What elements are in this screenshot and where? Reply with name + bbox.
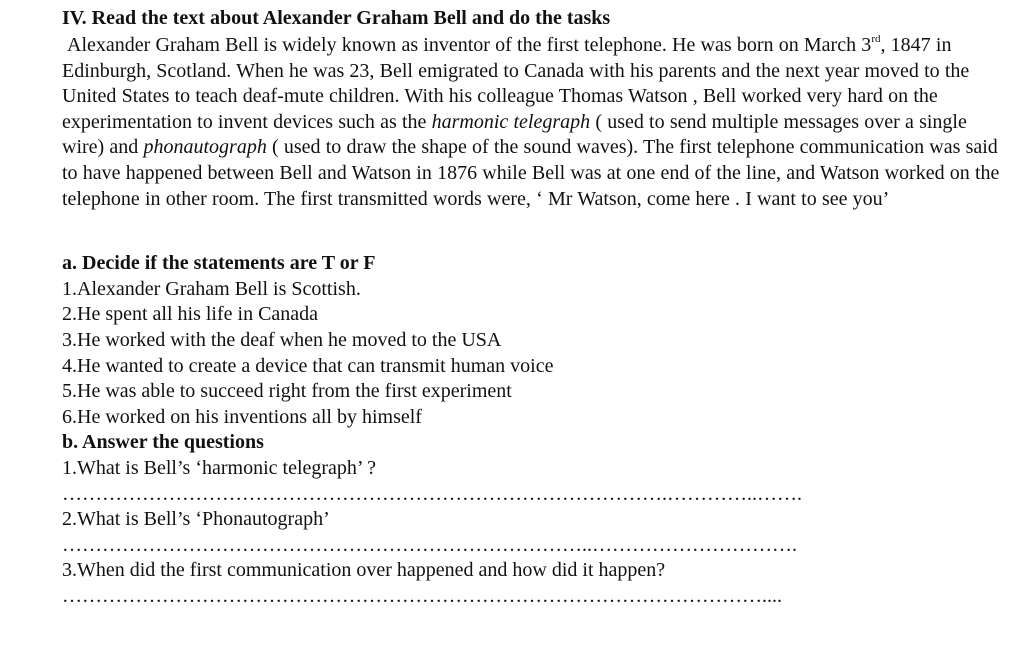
answer-line-1[interactable]: ……………………………………………………………………………….…………..……. [62,482,802,505]
questions-section [62,430,1012,609]
term-harmonic-telegraph: harmonic telegraph [431,110,591,133]
statement-1: 1.Alexander Graham Bell is Scottish. [62,277,361,300]
passage-text-4: ( used to draw the shape of the sound waves). The first telephone communication was said to have happened between Bell and Watson in 1876 while Bell was at one end of the line, and Watson worked on the telephone in other room. The first transmitted words were, ‘ Mr Watson, come here . I want to see you’ [62,136,1000,210]
question-3: 3.When did the first communication over happened and how did it happen? [62,559,666,582]
answer-line-3[interactable]: …………………………………………………………………………………………….... [62,584,782,607]
statement-2: 2.He spent all his life in Canada [62,303,319,326]
question-1: 1.What is Bell’s ‘harmonic telegraph’ ? [62,456,376,479]
statement-6: 6.He worked on his inventions all by himself [62,405,422,428]
passage-text-2: , 1847 in Edinburgh, Scotland. When he was 23, Bell emigrated to Canada with his parents and the next year moved to the United States to teach deaf-mute children. With his colleague Thomas Watson , Bell worked very hard on the experimentation to invent devices such as the [62,34,970,133]
passage-text-1: Alexander Graham Bell is widely known as inventor of the first telephone. He was born on March 3 [67,34,872,56]
statement-4: 4.He wanted to create a device that can transmit human voice [62,354,554,377]
reading-passage [62,33,1012,212]
worksheet [62,6,1012,609]
answer-line-2[interactable]: ……………………………………………………………………..…………………………. [62,533,797,556]
statement-5: 5.He was able to succeed right from the first experiment [62,380,512,403]
term-phonautograph: phonautograph [143,136,267,159]
passage-text-3: ( used to send multiple messages over a single wire) and [62,110,967,159]
question-2: 2.What is Bell’s ‘Phonautograph’ [62,508,330,531]
ordinal-suffix: rd [871,33,881,45]
statement-3: 3.He worked with the deaf when he moved to the USA [62,328,502,351]
true-false-title: a. Decide if the statements are T or F [62,252,376,275]
true-false-section [62,251,1012,430]
questions-title: b. Answer the questions [62,431,264,454]
section-heading: IV. Read the text about Alexander Graham Bell and do the tasks [62,7,611,29]
